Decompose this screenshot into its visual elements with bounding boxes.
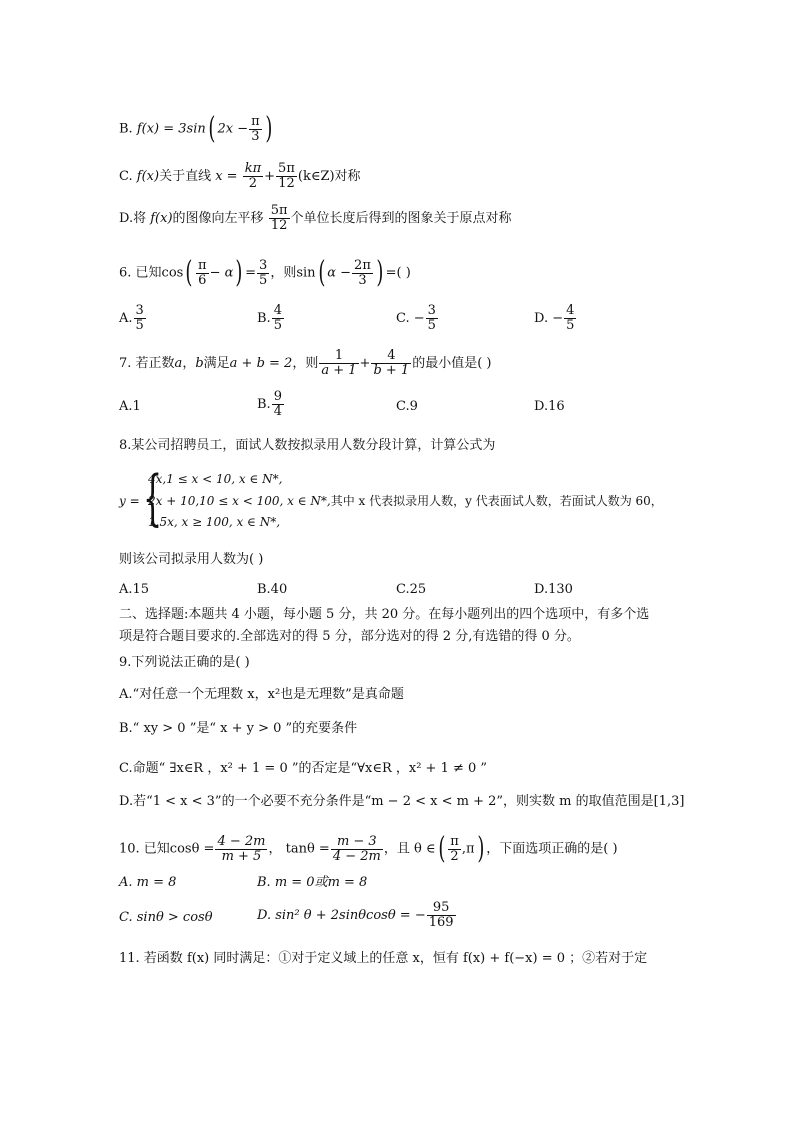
q8-option-d: D.130 [534,582,573,597]
q7-option-d: D.16 [534,399,565,414]
section-2-heading-line1: 二、选择题:本题共 4 小题，每小题 5 分，共 20 分。在每小题列出的四个选项中，有多个选 [119,607,650,622]
q10-option-c: C. sinθ > cosθ [119,910,213,925]
q7-option-a: A.1 [119,399,141,414]
q5-option-b: B. f(x) = 3sin( 2x − $\frac{\pi}{3}$ ) [119,111,273,146]
brace: { [143,463,163,533]
q8-case-1: 4x,1 ≤ x < 10, x ∈ N*, [148,472,283,486]
q9-option-b: B.“ xy > 0 ”是“ x + y > 0 ”的充要条件 [119,721,358,736]
q9-option-d: D.若“1 < x < 3”的一个必要不充分条件是“m − 2 < x < m + 2”，则实数 m 的取值范围是[1,3] [119,794,685,809]
question-9-stem: 9.下列说法正确的是( ) [119,655,250,670]
question-11: 11. 若函数 f(x) 同时满足：①对于定义域上的任意 x，恒有 f(x) + f(−x) = 0 ；②若对于定 [119,951,648,966]
q9-option-a: A.“对任意一个无理数 x，x²也是无理数”是真命题 [119,687,404,702]
q8-option-a: A.15 [119,582,150,597]
q8-option-c: C.25 [396,582,427,597]
question-10: 10. 已知cosθ = $\frac{4 - 2m}{m + 5}$ ， tanθ = $\frac{m - 3}{4 - 2m}$ ，且 θ ∈( $\frac{\pi}{2}$ ,π) ，下面选项正确的是( ) [119,831,618,866]
q8-ask: 则该公司拟录用人数为( ) [119,552,264,567]
question-6: 6. 已知cos( $\frac{\pi}{6}$ − α) = $\frac{3}{5}$ ，则sin( α − $\frac{2\pi}{3}$ ) =( ) [119,255,411,290]
q8-case-2: 2x + 10,10 ≤ x < 100, x ∈ N*,其中 x 代表拟录用人数，y 代表面试人数，若面试人数为 60， [148,494,663,508]
q8-case-3: 1.5x, x ≥ 100, x ∈ N*, [148,515,281,529]
q10-option-b: B. m = 0或m = 8 [257,875,368,890]
fraction: $\frac{\pi}{3}$ [251,113,260,144]
q6-option-d: D. − $\frac{4}{5}$ [534,303,575,333]
question-7: 7. 若正数a，b满足a + b = 2，则 $\frac{1}{a + 1}$ + $\frac{4}{b + 1}$ 的最小值是( ) [119,348,492,378]
q8-y-label: y = [119,494,140,508]
q6-option-a: A. $\frac{3}{5}$ [119,303,144,333]
question-8-stem: 8.某公司招聘员工，面试人数按拟录用人数分段计算，计算公式为 [119,438,496,453]
q10-option-a: A. m = 8 [119,875,177,890]
q5-option-c: C. f(x)关于直线 x = $\frac{k\pi}{2}$ + $\frac{5\pi}{12}$ (k∈Z)对称 [119,161,361,191]
q8-option-b: B.40 [257,582,288,597]
q7-option-b: B. $\frac{9}{4}$ [257,389,282,419]
q10-option-d: D. sin² θ + 2sinθcosθ = − $\frac{95}{169}$ [257,900,454,930]
section-2-heading-line2: 项是符合题目要求的.全部选对的得 5 分，部分选对的得 2 分,有选错的得 0 分。 [119,629,580,644]
q6-option-b: B. $\frac{4}{5}$ [257,303,282,333]
q6-option-c: C. − $\frac{3}{5}$ [396,303,436,333]
q5-option-d: D.将 f(x)的图像向左平移 $\frac{5\pi}{12}$ 个单位长度后得到的图象关于原点对称 [119,203,512,233]
q9-option-c: C.命题“ ∃x∈R ，x² + 1 = 0 ”的否定是“∀x∈R ，x² + 1 ≠ 0 ” [119,761,488,776]
q7-option-c: C.9 [396,399,418,414]
